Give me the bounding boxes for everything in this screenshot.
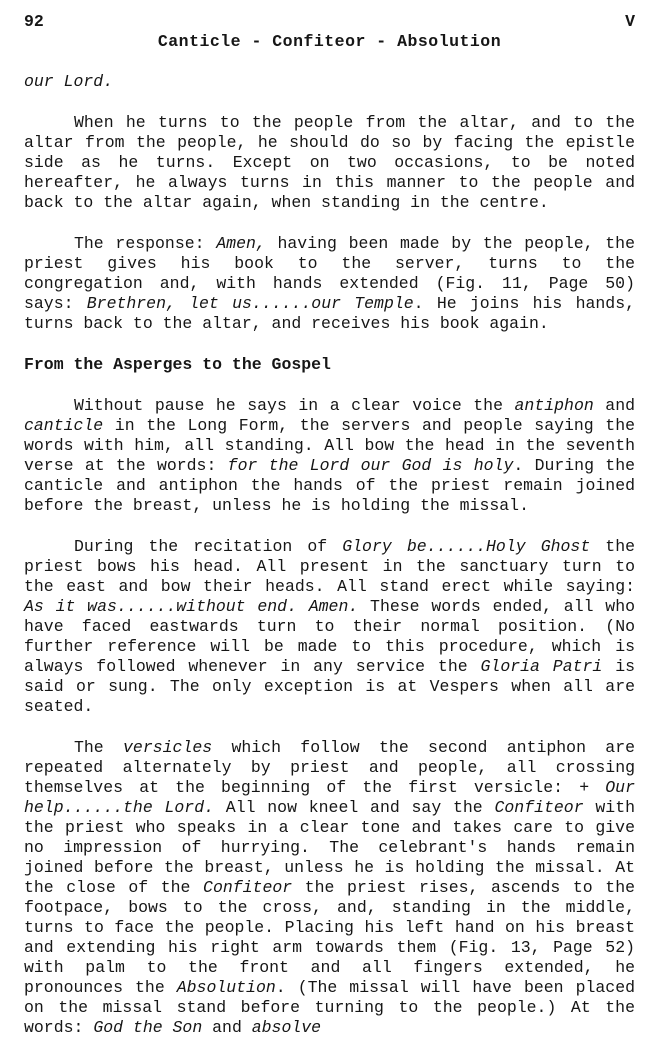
body-text: and [593,396,635,415]
body-text: These words ended, all who have faced eastwards turn to their normal position. (No further reference will be made to this procedure, which is always followed whenever in any service the [24,597,635,676]
body-text: having been made by the people, the priest gives his book to the server, turns to the congregation and, with hands extended (Fig. 11, Page 50) says: [24,234,635,313]
italic-text: Confiteor [203,878,293,897]
italic-text: for the Lord our God is holy [227,456,514,475]
page-title: Canticle - Confiteor - Absolution [157,32,502,51]
body-text: The response: [74,234,217,253]
italic-text: God the Son [93,1018,203,1037]
body-text: is said or sung. The only exception is at Vespers when all are seated. [24,657,635,716]
paragraph [24,113,635,213]
italic-text: As it was......without end. Amen. [24,597,359,616]
body-text: All now kneel and say the [214,798,495,817]
italic-text: antiphon [514,396,594,415]
page-header [24,12,635,32]
italic-text: versicles [123,738,213,757]
body-text: which follow the second antiphon are repeated alternately by priest and people, all crossing themselves at the beginning of the first versicle: + [24,738,635,797]
section-heading: From the Asperges to the Gospel [24,355,331,374]
italic-text: Brethren, let us......our Temple [86,294,414,313]
body-text: . During the canticle and antiphon the hands of the priest remain joined before the breast, unless he is holding the missal. [24,456,635,515]
italic-text: Gloria Patri [480,657,603,676]
italic-text: absolve [251,1018,322,1037]
paragraph [24,537,635,717]
body-text: Without pause he says in a clear voice the [74,396,515,415]
body-text: . He joins his hands, turns back to the altar, and receives his book again. [24,294,635,333]
italic-text: our Lord. [24,72,114,91]
body-text: with the priest who speaks in a clear tone and takes care to give no impression of hurrying. The celebrant's hands remain joined before the breast, unless he is holding the missal. At the close of the [24,798,635,897]
body-text: . (The missal will have been placed on the missal stand before turning to the people.) At the words: [24,978,635,1037]
continuation-fragment [24,72,635,92]
volume-mark: V [625,12,635,31]
body-text: the priest rises, ascends to the footpace, bows to the cross, and, standing in the middle, turns to face the people. Placing his left hand on his breast and extending his right arm towards them (Fig. 13, Page 52) with palm to the front and all fingers extended, he pronounces the [24,878,635,997]
italic-text: Amen, [216,234,266,253]
body-text: in the Long Form, the servers and people saying the words with him, all standing. All bow the head in the seventh verse at the words: [24,416,635,475]
body-text: the priest bows his head. All present in the sanctuary turn to the east and bow their heads. All stand erect while saying: [24,537,635,596]
italic-text: Confiteor [494,798,584,817]
body-text: and [202,1018,252,1037]
body-text: When he turns to the people from the altar, and to the altar from the people, he should do so by facing the epistle side as he turns. Except on two occasions, to be noted hereafter, he always turns in this manner to the people and back to the altar again, when standing in the centre. [24,113,635,212]
body-text: The [74,738,124,757]
paragraph [24,396,635,516]
italic-text: Our help......the Lord. [24,778,635,817]
italic-text: Glory be......Holy Ghost [342,537,591,556]
body-text: During the recitation of [74,537,343,556]
paragraph [24,234,635,334]
italic-text: Absolution [176,978,276,997]
italic-text: canticle [24,416,104,435]
paragraph [24,738,635,1038]
page-number: 92 [24,12,44,31]
page-body [24,72,635,1038]
